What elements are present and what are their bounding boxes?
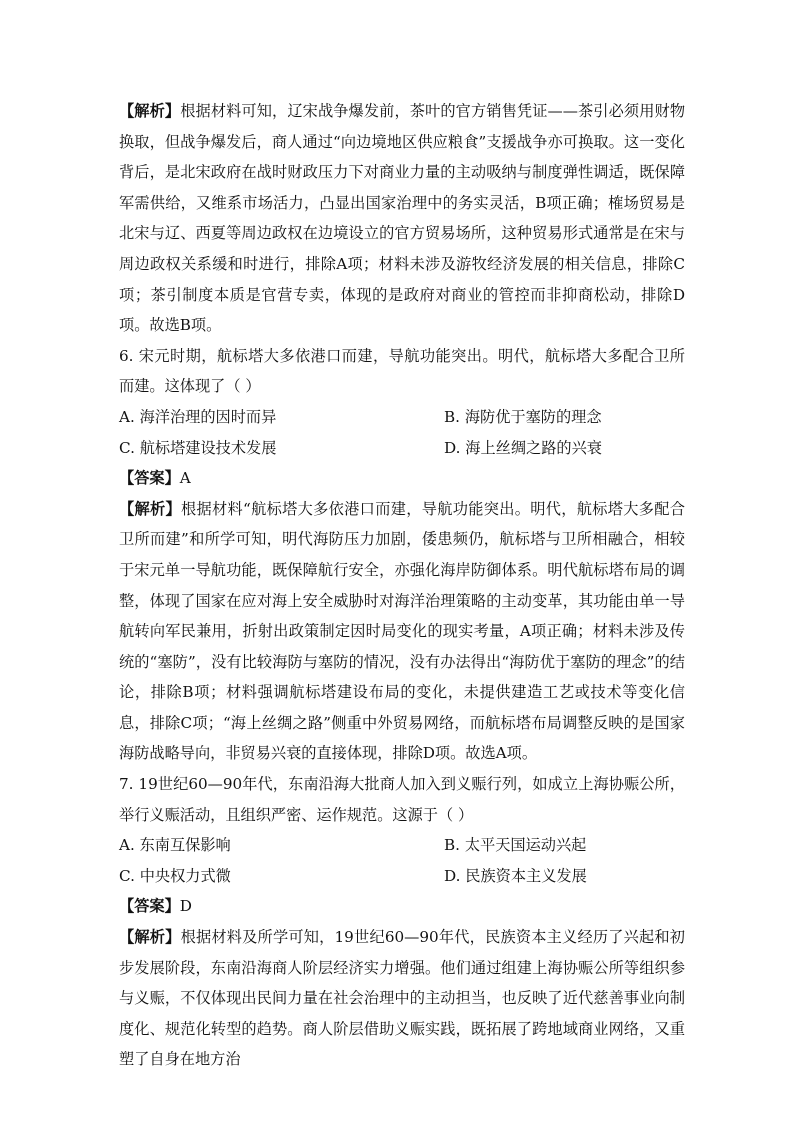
question-7-options <box>119 830 685 891</box>
question-7: 7. 19世纪60—90年代，东南沿海大批商人加入到义赈行列，如成立上海协赈公所，举行义赈活动，且组织严密、运作规范。这源于（ ） <box>119 775 685 824</box>
analysis-paragraph-q7 <box>119 922 685 1075</box>
option-b: B. 海防优于塞防的理念 <box>444 407 602 426</box>
option-d: D. 民族资本主义发展 <box>444 866 587 885</box>
option-c: C. 中央权力式微 <box>119 866 231 885</box>
analysis-text: 根据材料可知，辽宋战争爆发前，茶叶的官方销售凭证——茶引必须用财物换取，但战争爆发后，商人通过“向边境地区供应粮食”支援战争亦可换取。这一变化背后，是北宋政府在战时财政压力下对商业力量的主动吸纳与制度弹性调适，既保障军需供给，又维系市场活力，凸显出国家治理中的务实灵活，B项正确；榷场贸易是北宋与辽、西夏等周边政权在边境设立的官方贸易场所，这种贸易形式通常是在宋与周边政权关系缓和时进行，排除A项；材料未涉及游牧经济发展的相关信息，排除C项；茶引制度本质是官营专卖，体现的是政府对商业的管控而非抑商松动，排除D项。故选B项。 <box>119 102 686 335</box>
analysis-text: 根据材料及所学可知，19世纪60—90年代，民族资本主义经历了兴起和初步发展阶段，东南沿海商人阶层经济实力增强。他们通过组建上海协赈公所等组织参与义赈，不仅体现出民间力量在社会治理中的主动担当，也反映了近代慈善事业向制度化、规范化转型的趋势。商人阶层借助义赈实践，既拓展了跨地域商业网络，又重塑了自身在地方治 <box>119 928 685 1069</box>
analysis-label: 【解析】 <box>119 102 181 120</box>
question-6-options <box>119 402 685 463</box>
option-c: C. 航标塔建设技术发展 <box>119 438 277 457</box>
analysis-text: 根据材料“航标塔大多依港口而建，导航功能突出。明代，航标塔大多配合卫所而建”和所学可知，明代海防压力加剧，倭患频仍，航标塔与卫所相融合，相较于宋元单一导航功能，既保障航行安全，亦强化海岸防御体系。明代航标塔布局的调整，体现了国家在应对海上安全威胁时对海洋治理策略的主动变革，其功能由单一导航转向军民兼用，折射出政策制定因时局变化的现实考量，A项正确；材料未涉及传统的“塞防”，没有比较海防与塞防的情况，没有办法得出“海防优于塞防的理念”的结论，排除B项；材料强调航标塔建设布局的变化，未提供建造工艺或技术等变化信息，排除C项；“海上丝绸之路”侧重中外贸易网络，而航标塔布局调整反映的是国家海防战略导向，非贸易兴衰的直接体现，排除D项。故选A项。 <box>119 499 686 763</box>
answer-value: D <box>179 897 192 916</box>
option-d: D. 海上丝绸之路的兴衰 <box>444 438 602 457</box>
option-a: A. 东南互保影响 <box>119 836 231 855</box>
analysis-label: 【解析】 <box>119 499 182 518</box>
analysis-paragraph-q5 <box>119 96 685 341</box>
question-6: 6. 宋元时期，航标塔大多依港口而建，导航功能突出。明代，航标塔大多配合卫所而建。这体现了（ ） <box>119 346 685 396</box>
option-a: A. 海洋治理的因时而异 <box>119 407 277 426</box>
answer-label: 【答案】 <box>119 469 180 488</box>
document-page <box>119 96 685 1075</box>
answer-q7 <box>119 891 685 922</box>
answer-label: 【答案】 <box>119 897 180 916</box>
answer-value: A <box>179 469 191 488</box>
option-b: B. 太平天国运动兴起 <box>444 836 587 855</box>
analysis-paragraph-q6 <box>119 494 685 769</box>
answer-q6 <box>119 463 685 494</box>
analysis-label: 【解析】 <box>119 928 181 947</box>
